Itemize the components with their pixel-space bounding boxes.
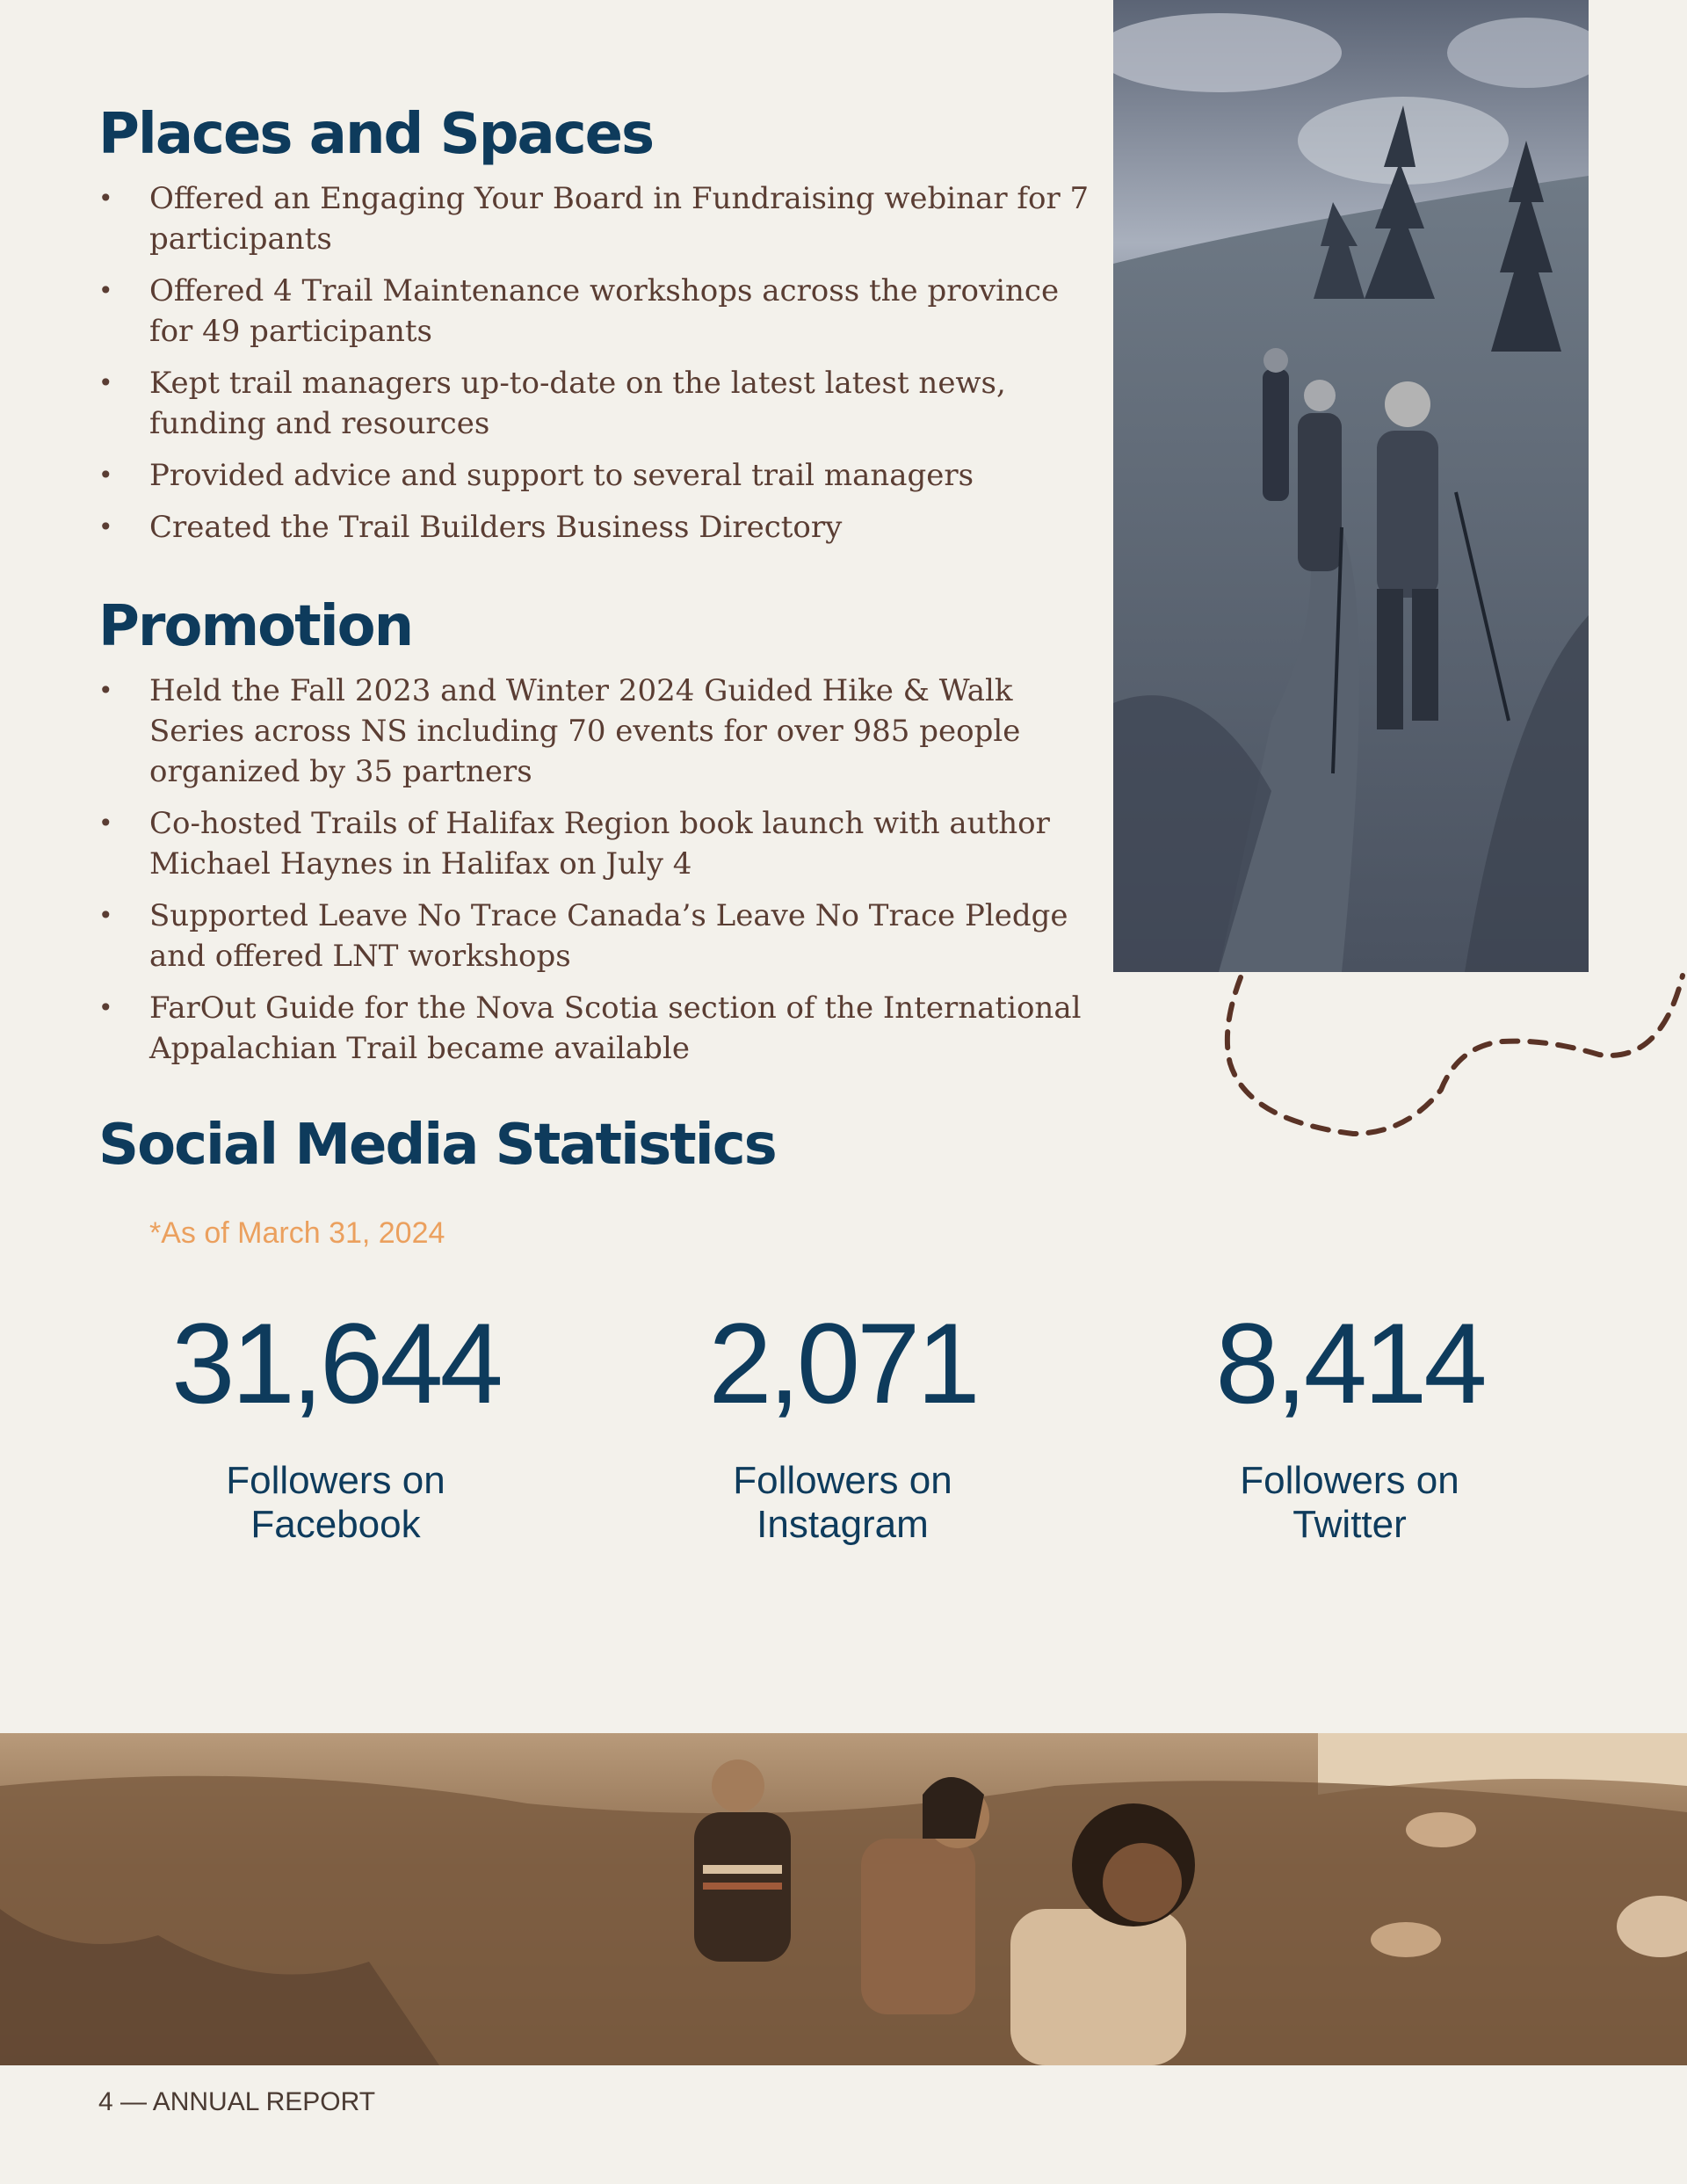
hikers-photo-illustration — [1113, 0, 1589, 972]
list-item: • FarOut Guide for the Nova Scotia section of the International Appalachian Trail became available — [98, 988, 1090, 1069]
list-item: • Supported Leave No Trace Canada’s Leave No Trace Pledge and offered LNT workshops — [98, 896, 1090, 976]
hikers-photo — [1113, 0, 1589, 972]
list-item: • Created the Trail Builders Business Directory — [98, 507, 1090, 548]
list-item: • Offered 4 Trail Maintenance workshops across the province for 49 participants — [98, 271, 1090, 352]
hikers-group-photo — [0, 1733, 1687, 2065]
dashed-trail-decoration — [1213, 958, 1687, 1160]
list-item: • Provided advice and support to several trail managers — [98, 455, 1090, 496]
stat-label: Followers on Instagram — [733, 1459, 952, 1546]
stat-label: Followers on Facebook — [226, 1459, 445, 1546]
list-item: • Co-hosted Trails of Halifax Region book launch with author Michael Haynes in Halifax on July 4 — [98, 803, 1090, 884]
section-heading-promotion: Promotion — [98, 594, 413, 659]
list-item: • Offered an Engaging Your Board in Fundraising webinar for 7 participants — [98, 178, 1090, 259]
list-item: • Held the Fall 2023 and Winter 2024 Guided Hike & Walk Series across NS including 70 events for over 985 people organized by 35 partners — [98, 671, 1090, 792]
places-list — [98, 178, 1090, 559]
stat-label: Followers on Twitter — [1240, 1459, 1459, 1546]
section-heading-places: Places and Spaces — [98, 102, 654, 167]
stat-value: 2,071 — [708, 1299, 977, 1427]
as-of-note: *As of March 31, 2024 — [149, 1216, 445, 1250]
stat-value: 8,414 — [1215, 1299, 1484, 1427]
stat-value: 31,644 — [171, 1299, 500, 1427]
promotion-list — [98, 671, 1090, 1080]
stat-instagram — [614, 1297, 1071, 1547]
section-heading-social-media: Social Media Statistics — [98, 1113, 776, 1178]
stat-facebook — [107, 1297, 564, 1547]
list-item: • Kept trail managers up-to-date on the latest latest news, funding and resources — [98, 363, 1090, 444]
hikers-group-photo-illustration — [0, 1733, 1687, 2065]
page-footer: 4 — ANNUAL REPORT — [98, 2087, 376, 2116]
stat-twitter — [1121, 1297, 1578, 1547]
